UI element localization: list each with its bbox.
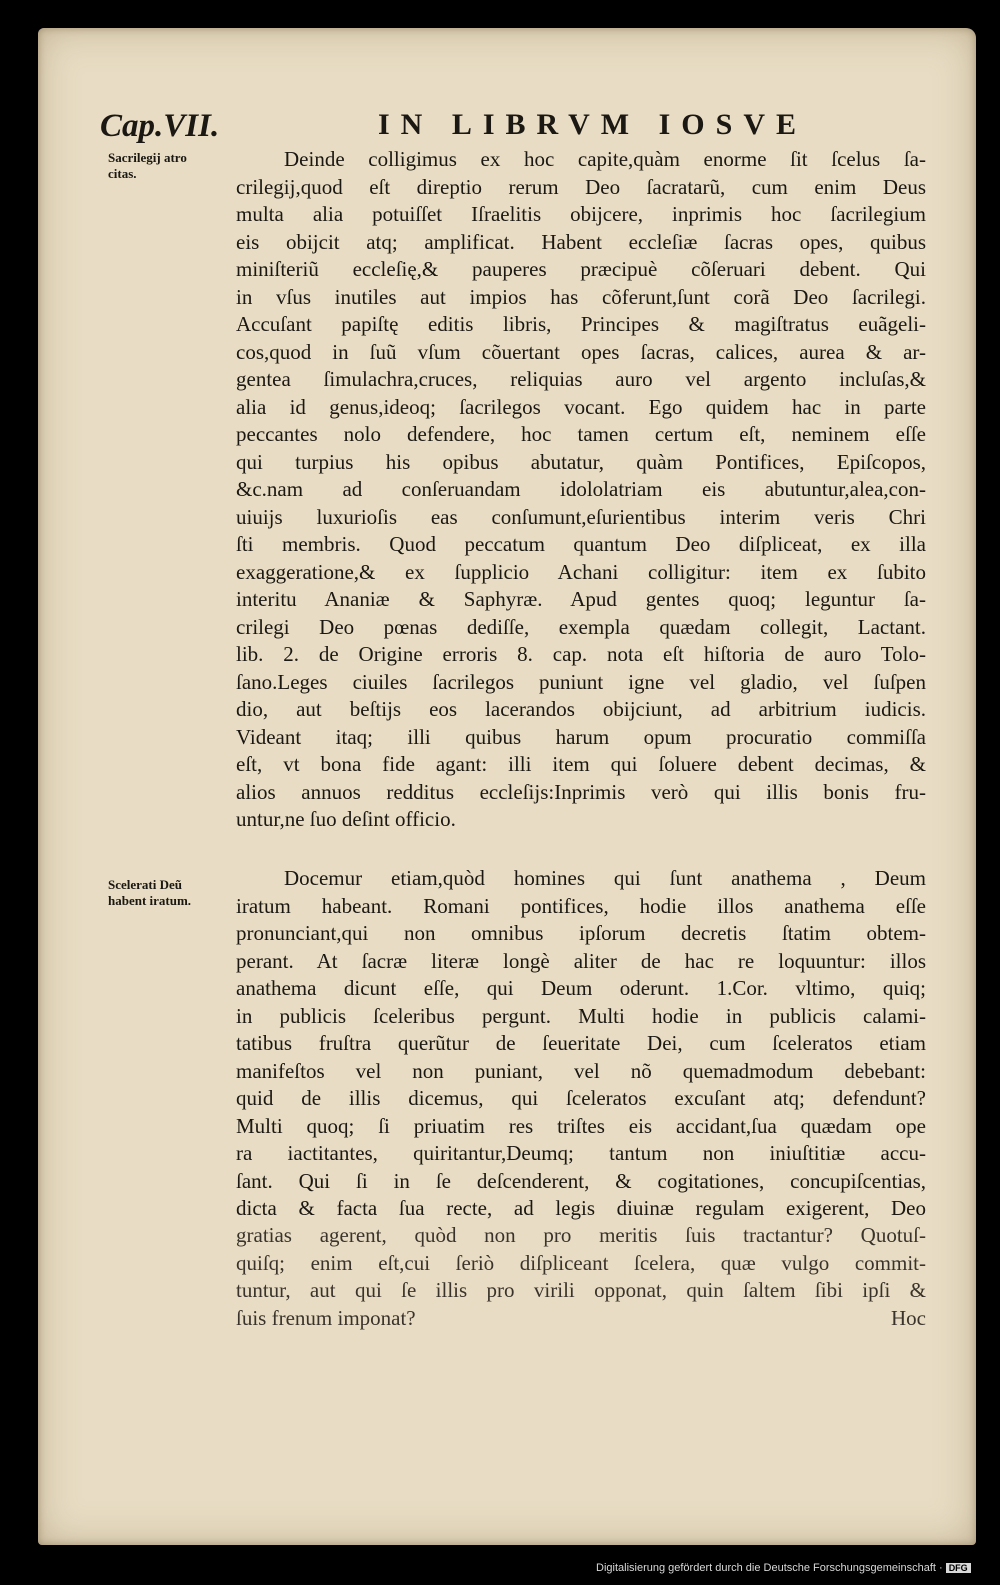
text-line: gratias agerent, quòd non pro meritis ſuis tractantur? Quotuſ-: [236, 1223, 926, 1247]
text-line: dio, aut beſtijs eos lacerandos obijciunt, ad arbitrium iudicis.: [236, 697, 926, 721]
text-line: uiuijs luxurioſis eas conſumunt,eſurientibus interim veris Chri: [236, 504, 926, 529]
text-line: ſti membris. Quod peccatum quantum Deo diſpliceat, ex illa: [236, 532, 926, 556]
running-title: IN LIBRVM IOSVE: [378, 108, 807, 141]
text-line: quid de illis dicemus, qui ſceleratos excuſant atq; defendunt?: [236, 1086, 926, 1110]
text-line: miniſteriũ eccleſię,& pauperes præcipuè cõſeruari debent. Qui: [236, 257, 926, 281]
text-line: pronunciant,qui non omnibus ipſorum decretis ſtatim obtem-: [236, 921, 926, 945]
text-line: alia id genus,ideoq; ſacrilegos vocant. Ego quidem hac in parte: [236, 394, 926, 419]
paragraph-anathema: [236, 865, 926, 1223]
marginal-note-line: Sacrilegij atro: [108, 150, 187, 165]
text-line: ſano.Leges ciuiles ſacrilegos puniunt igne vel gladio, vel ſuſpen: [236, 669, 926, 694]
text-line: alios annuos redditus eccleſijs:Inprimis verò qui illis bonis fru-: [236, 779, 926, 804]
text-line: dicta & facta ſua recte, ad legis diuinæ regulam exigerent, Deo: [236, 1196, 926, 1220]
text-line: quiſq; enim eſt,cui ſeriò diſpliceant ſcelera, quæ vulgo commit-: [236, 1250, 926, 1275]
text-line: anathema dicunt eſſe, qui Deum oderunt. 1.Cor. vltimo, quiq;: [236, 976, 926, 1000]
text-line: Deinde colligimus ex hoc capite,quàm enorme ſit ſcelus ſa-: [284, 147, 926, 171]
text-line: perant. At ſacræ literæ longè aliter de hac re loquuntur: illos: [236, 948, 926, 973]
marginal-note-line: Scelerati Deũ: [108, 877, 183, 892]
text-line: manifeſtos vel non puniant, vel nõ quemadmodum debebant:: [236, 1058, 926, 1083]
text-line: multa alia potuiſſet Iſraelitis obijcere, inprimis hoc ſacrilegium: [236, 202, 926, 226]
text-line: tatibus fruſtra querũtur de ſeueritate Dei, cum ſceleratos etiam: [236, 1031, 926, 1055]
text-line: untur,ne ſuo deſint officio.: [236, 807, 456, 831]
text-line: crilegi Deo pœnas dediſſe, exempla quædam collegit, Lactant.: [236, 614, 926, 639]
footer-text: Digitalisierung gefördert durch die Deutsche Forschungsgemeinschaft ·: [596, 1562, 943, 1574]
text-line: crilegij,quod eſt direptio rerum Deo ſacratarũ, cum enim Deus: [236, 174, 926, 199]
text-line: Videant itaq; illi quibus harum opum procuratio commiſſa: [236, 724, 926, 749]
text-line: tuntur, aut qui ſe illis pro virili opponat, quin ſaltem ſibi ipſi &: [236, 1278, 926, 1302]
text-line: in publicis ſceleribus pergunt. Multi hodie in publicis calami-: [236, 1003, 926, 1028]
digitization-footer: [596, 1562, 971, 1574]
text-line: ſant. Qui ſi in ſe deſcenderent, & cogitationes, concupiſcentias,: [236, 1168, 926, 1193]
text-line: gentea ſimulachra,cruces, reliquias auro vel argento incluſas,&: [236, 367, 926, 391]
text-line: interitu Ananiæ & Saphyræ. Apud gentes quoq; leguntur ſa-: [236, 587, 926, 611]
text-line: lib. 2. de Origine erroris 8. cap. nota eſt hiſtoria de auro Tolo-: [236, 642, 926, 666]
paragraph-closing: [236, 1222, 926, 1332]
text-line: qui turpius his opibus abutatur, quàm Pontifices, Epiſcopos,: [236, 449, 926, 474]
text-line: Accuſant papiſtę editis libris, Principes & magiſtratus euãgeli-: [236, 312, 926, 336]
text-line: eis obijcit atq; amplificat. Habent eccleſiæ ſacras opes, quibus: [236, 229, 926, 254]
text-line: ſuis frenum imponat? Hoc: [236, 1305, 926, 1333]
text-line: Docemur etiam,quòd homines qui ſunt anathema , Deum: [284, 866, 926, 890]
text-line: cos,quod in ſuũ vſum cõuertant opes ſacras, calices, aurea & ar-: [236, 339, 926, 364]
marginal-note-wicked: [108, 877, 238, 909]
text-line: Multi quoq; ſi priuatim res triſtes eis accidant,ſua quædam ope: [236, 1113, 926, 1138]
text-line: exaggeratione,& ex ſupplicio Achani colligitur: item ex ſubito: [236, 559, 926, 584]
text-line: &c.nam ad conſeruandam idololatriam eis abutuntur,alea,con-: [236, 477, 926, 501]
marginal-note-line: citas.: [108, 166, 137, 181]
paragraph-sacrilege: [236, 146, 926, 834]
chapter-heading: Cap.VII.: [100, 108, 220, 144]
marginal-note-line: habent iratum.: [108, 893, 192, 908]
marginal-note-sacrilege: [108, 150, 238, 182]
text-line: in vſus inutiles aut impios has cõferunt,ſunt corã Deo ſacrilegi.: [236, 284, 926, 309]
catchword: Hoc: [891, 1305, 926, 1330]
dfg-logo-icon: DFG: [946, 1563, 971, 1573]
text-line: peccantes nolo defendere, hoc tamen certum eſt, neminem eſſe: [236, 422, 926, 446]
text-line: iratum habeant. Romani pontifices, hodie illos anathema eſſe: [236, 893, 926, 918]
text-line: eſt, vt bona fide agant: illi item qui ſoluere debent decimas, &: [236, 752, 926, 776]
text-line: ra iactitantes, quiritantur,Deumq; tantum non iniuſtitiæ accu-: [236, 1141, 926, 1165]
